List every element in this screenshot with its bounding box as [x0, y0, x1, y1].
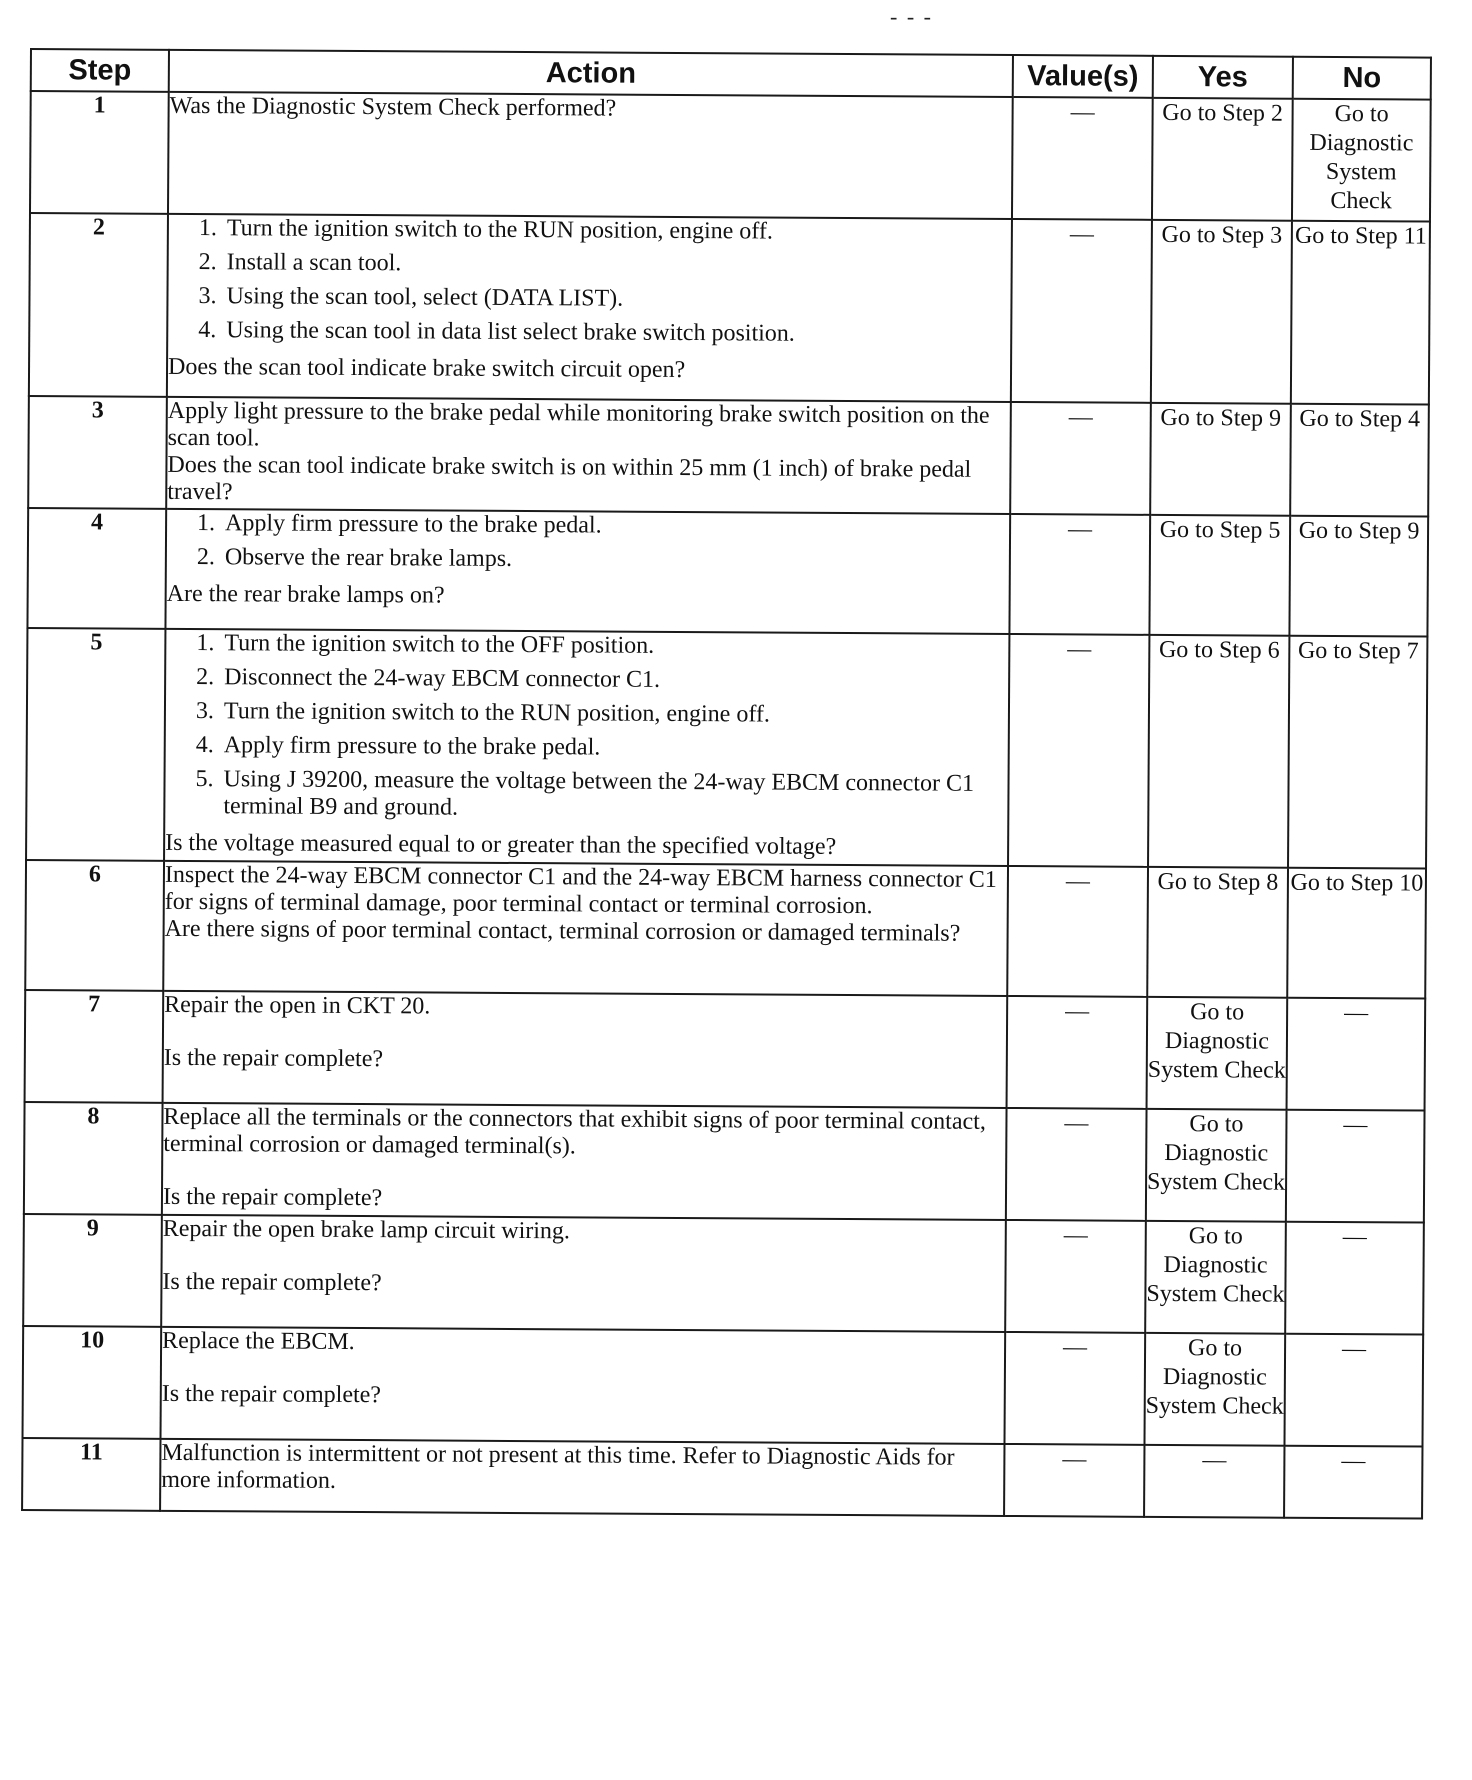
no-result: Go to Step 11 — [1291, 221, 1430, 405]
no-result: Go to Step 4 — [1290, 404, 1429, 517]
value-cell: — — [1009, 514, 1150, 635]
yes-result: Go to Diagnostic System Check — [1145, 1221, 1286, 1334]
action-instruction: Was the Diagnostic System Check performed? — [169, 92, 617, 122]
step-number: 1 — [30, 91, 169, 214]
action-question: Is the voltage measured equal to or greater than the specified voltage? — [165, 829, 837, 860]
action-instruction: Malfunction is intermittent or not present at this time. Refer to Diagnostic Aids for more information. — [161, 1439, 955, 1494]
action-cell — [167, 214, 1012, 402]
no-result: Go to Step 7 — [1288, 636, 1427, 869]
header-value: Value(s) — [1013, 55, 1153, 98]
step-number: 5 — [26, 628, 165, 861]
yes-result: Go to Step 2 — [1152, 98, 1293, 221]
value-cell: — — [1006, 1108, 1147, 1221]
action-question: Are there signs of poor terminal contact, terminal corrosion or damaged terminals? — [164, 915, 961, 947]
yes-result: Go to Step 9 — [1150, 403, 1291, 516]
table-row — [22, 1438, 1422, 1519]
step-number: 9 — [23, 1214, 162, 1327]
yes-result: Go to Diagnostic System Check — [1146, 1109, 1287, 1222]
action-step-item: 2. Disconnect the 24-way EBCM connector C1. — [220, 664, 1008, 696]
step-number: 11 — [22, 1438, 160, 1511]
yes-result: Go to Step 3 — [1151, 220, 1292, 404]
value-cell: — — [1008, 634, 1149, 867]
header-no: No — [1293, 57, 1431, 100]
no-result: Go to Step 9 — [1289, 516, 1428, 637]
diagnostic-table — [21, 48, 1432, 1520]
table-row — [24, 1102, 1425, 1223]
action-cell — [165, 509, 1010, 634]
action-step-item: 1. Turn the ignition switch to the RUN position, engine off. — [223, 215, 1011, 247]
action-question: Is the repair complete? — [163, 1044, 384, 1073]
no-result: — — [1286, 1110, 1425, 1223]
table-row — [26, 628, 1427, 869]
table-row — [23, 1214, 1424, 1335]
action-question: Is the repair complete? — [162, 1268, 382, 1297]
action-instruction: Repair the open brake lamp circuit wiring. — [162, 1215, 571, 1245]
action-steps-list — [168, 215, 1011, 349]
action-instruction: Replace the EBCM. — [162, 1327, 355, 1356]
table-row — [30, 91, 1431, 222]
action-steps-list — [165, 630, 1008, 825]
table-row — [25, 860, 1426, 999]
action-step-item: 2. Observe the rear brake lamps. — [221, 544, 1009, 576]
no-result: — — [1284, 1334, 1423, 1447]
no-result: — — [1284, 1446, 1422, 1519]
action-step-item: 3. Using the scan tool, select (DATA LIST). — [222, 283, 1010, 315]
header-action: Action — [169, 50, 1013, 97]
table-row — [25, 990, 1426, 1111]
header-step: Step — [31, 49, 169, 92]
action-instruction: Replace all the terminals or the connectors that exhibit signs of poor terminal contact, terminal corrosion or damaged terminal(s). — [163, 1103, 986, 1160]
table-row — [23, 1326, 1424, 1447]
action-cell — [164, 629, 1009, 866]
step-number: 4 — [27, 508, 166, 629]
no-result: — — [1287, 998, 1426, 1111]
action-question: Does the scan tool indicate brake switch circuit open? — [167, 353, 686, 384]
action-cell — [161, 1327, 1006, 1444]
action-instruction: Apply light pressure to the brake pedal while monitoring brake switch position on the scan tool. — [167, 397, 990, 452]
action-cell — [163, 991, 1008, 1108]
action-cell — [168, 92, 1013, 219]
action-question: Is the repair complete? — [162, 1183, 383, 1212]
table-row — [27, 508, 1428, 637]
action-step-item: 2. Install a scan tool. — [223, 249, 1011, 281]
value-cell: — — [1005, 1220, 1146, 1333]
action-step-item: 5. Using J 39200, measure the voltage between the 24-way EBCM connector C1 terminal B9 and ground. — [219, 766, 1007, 825]
action-step-item: 3. Turn the ignition switch to the RUN position, engine off. — [220, 698, 1008, 730]
step-number: 10 — [23, 1326, 162, 1439]
table-row — [28, 396, 1429, 517]
action-question: Is the repair complete? — [161, 1380, 382, 1409]
table-row — [29, 213, 1430, 405]
action-cell — [162, 1103, 1007, 1220]
yes-result: Go to Step 6 — [1148, 635, 1289, 868]
action-cell — [161, 1215, 1006, 1332]
value-cell: — — [1011, 219, 1152, 403]
action-instruction: Repair the open in CKT 20. — [164, 991, 431, 1020]
header-yes: Yes — [1153, 56, 1293, 99]
step-number: 8 — [24, 1102, 163, 1215]
yes-result: Go to Step 8 — [1147, 867, 1288, 998]
action-cell — [166, 397, 1011, 514]
step-number: 6 — [25, 860, 164, 991]
page-top-mark: - - - — [890, 4, 933, 29]
value-cell: — — [1010, 402, 1151, 515]
step-number: 3 — [28, 396, 167, 509]
yes-result: — — [1144, 1445, 1284, 1518]
action-step-item: 1. Turn the ignition switch to the OFF position. — [220, 630, 1008, 662]
action-steps-list — [167, 510, 1009, 576]
action-step-item: 4. Apply firm pressure to the brake pedal. — [220, 732, 1008, 764]
no-result: Go to Diagnostic System Check — [1292, 99, 1431, 222]
action-cell — [160, 1439, 1004, 1516]
value-cell: — — [1007, 866, 1148, 997]
value-cell: — — [1007, 996, 1148, 1109]
action-cell — [163, 861, 1008, 996]
yes-result: Go to Step 5 — [1149, 515, 1290, 636]
step-number: 7 — [25, 990, 164, 1103]
action-question: Are the rear brake lamps on? — [166, 580, 445, 609]
table-body — [22, 91, 1431, 1519]
action-step-item: 1. Apply firm pressure to the brake pedal. — [221, 510, 1009, 542]
no-result: Go to Step 10 — [1287, 868, 1426, 999]
step-number: 2 — [29, 213, 168, 397]
value-cell: — — [1004, 1332, 1145, 1445]
action-step-item: 4. Using the scan tool in data list select brake switch position. — [222, 317, 1010, 349]
yes-result: Go to Diagnostic System Check — [1144, 1333, 1285, 1446]
value-cell: — — [1012, 97, 1153, 220]
no-result: — — [1285, 1222, 1424, 1335]
value-cell: — — [1004, 1444, 1144, 1517]
yes-result: Go to Diagnostic System Check — [1147, 997, 1288, 1110]
action-instruction: Inspect the 24-way EBCM connector C1 and the 24-way EBCM harness connector C1 for signs of terminal damage, poor terminal contact or terminal corrosion. — [164, 861, 997, 920]
action-question: Does the scan tool indicate brake switch is on within 25 mm (1 inch) of brake pedal travel? — [167, 451, 972, 506]
